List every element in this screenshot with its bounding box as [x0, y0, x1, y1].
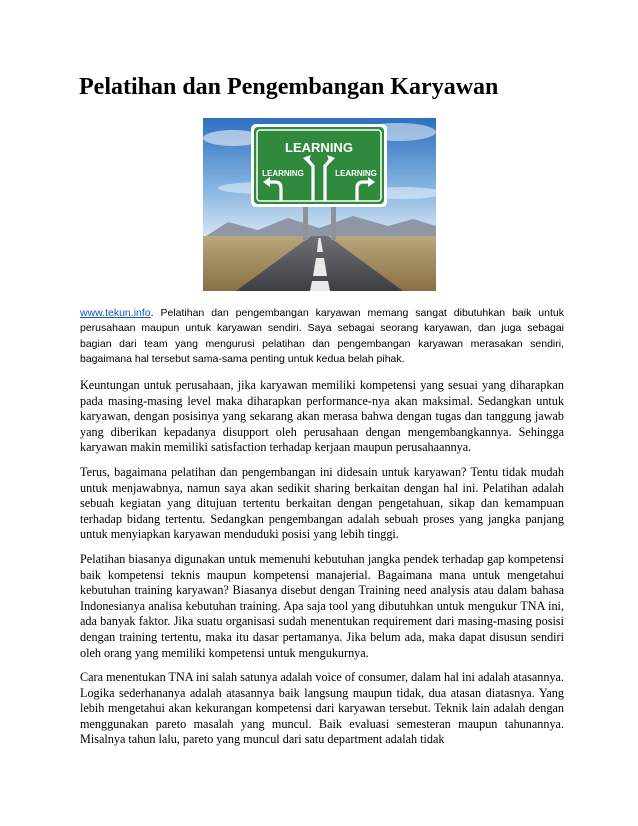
- body-paragraph-3: Pelatihan biasanya digunakan untuk memenuhi kebutuhan jangka pendek terhadap gap kompetensi baik kompetensi teknis maupun kompetensi manajerial. Bagaimana mana untuk mengetahui kebutuhan training karyawan? Biasanya disebut dengan Training need analysis atau dalam bahasa Indonesianya analisa kebutuhan training. Apa saja tool yang dibutuhkan untuk mengukur TNA ini, ada banyak faktor. Jika suatu organisasi sudah menentukan requirement dari masing-masing posisi dengan training tertentu, maka itu dasar pertamanya. Jika belum ada, maka dapat disusun sendiri oleh orang yang memiliki kompetensi untuk mengukurnya.: [80, 552, 564, 660]
- sign-right-text: LEARNING: [335, 169, 377, 178]
- body-paragraph-1: Keuntungan untuk perusahaan, jika karyawan memiliki kompetensi yang sesuai yang diharapkan pada masing-masing level maka diharapkan performance-nya akan maksimal. Sedangkan untuk karyawan, dengan posisinya yang sekarang akan merasa bahwa dengan tugas dan tanggung jawab yang diberikan kepadanya disupport oleh perusahaan dengan mengembangkannya. Sehingga karyawan makin memiliki satisfaction terhadap kerjaan maupun perusahaannya.: [80, 378, 564, 455]
- road-sign-photo: [203, 118, 436, 291]
- page-title: Pelatihan dan Pengembangan Karyawan: [79, 74, 499, 100]
- sign-main-text: LEARNING: [285, 140, 353, 155]
- body-paragraph-4: Cara menentukan TNA ini salah satunya adalah voice of consumer, dalam hal ini adalah atasannya. Logika sederhananya adalah atasannya baik langsung maupun tidak, dua atasan diatasnya. Yang lebih mengetahui akan kekurangan kompetensi dari karyawan tersebut. Teknik lain adalah dengan menggunakan pareto masalah yang muncul. Baik evaluasi semesteran maupun tahunannya. Misalnya tahun lalu, pareto yang muncul dari satu department adalah tidak: [80, 670, 564, 747]
- site-link[interactable]: www.tekun.info: [80, 307, 151, 319]
- sign-left-text: LEARNING: [262, 169, 304, 178]
- intro-paragraph: [80, 306, 564, 368]
- body-paragraph-2: Terus, bagaimana pelatihan dan pengembangan ini didesain untuk karyawan? Tentu tidak mudah untuk menjawabnya, namun saya akan sedikit sharing berkaitan dengan hal ini. Pelatihan adalah sebuah kegiatan yang ditujuan tertentu berkaitan dengan pengetahuan, sikap dan kemampuan terhadap bidang tertentu. Sedangkan pengembangan adalah sebuah proses yang jangka panjang untuk menyiapkan karyawan menduduki posisi yang lebih tinggi.: [80, 465, 564, 542]
- intro-text: . Pelatihan dan pengembangan karyawan memang sangat dibutuhkan baik untuk perusahaan maupun untuk karyawan sendiri. Saya sebagai seorang karyawan, dan juga sebagai bagian dari team yang mengurusi pelatihan dan pengembangan karyawan merasakan sendiri, bagaimana hal tersebut sama-sama penting untuk kedua belah pihak.: [80, 307, 564, 366]
